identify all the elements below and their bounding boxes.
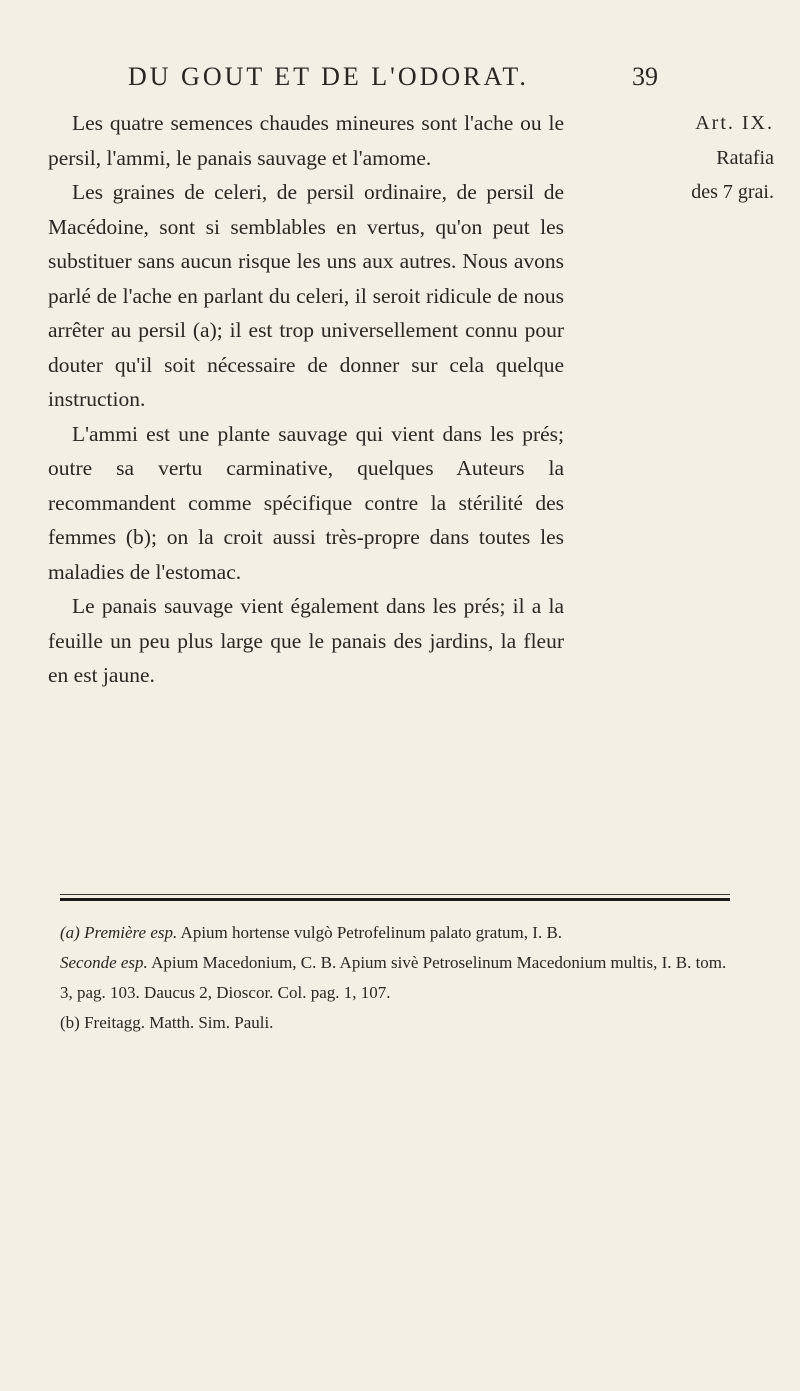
margin-note <box>574 106 774 210</box>
paragraph-panais: Le panais sauvage vient également dans les prés; il a la feuille un peu plus large que le panais des jardins, la fleur en est jaune. <box>48 594 564 687</box>
running-head-title: DU GOUT ET DE L'ODORAT. <box>128 62 529 91</box>
main-text <box>48 106 564 693</box>
footnote-b: (b) Freitagg. Matth. Sim. Pauli. <box>60 1013 274 1032</box>
footnote-a-second-text: Apium Macedonium, C. B. Apium sivè Petroselinum Macedonium multis, I. B. tom. 3, pag. 103. Daucus 2, Dioscor. Col. pag. 1, 107. <box>60 953 727 1002</box>
footnotes <box>60 918 730 1038</box>
footnote-a-text: Apium hortense vulgò Petrofelinum palato gratum, I. B. <box>180 923 563 942</box>
footnote-a-second-label: Seconde esp. <box>60 953 148 972</box>
footnote-a-label: (a) Première esp. <box>60 923 178 942</box>
margin-range: des 7 grai. <box>691 181 774 203</box>
page-number: 39 <box>632 62 658 91</box>
paragraph-ammi: L'ammi est une plante sauvage qui vient dans les prés; outre sa vertu carminative, quelques Auteurs la recommandent comme spécifique contre la stérilité des femmes (b); on la croit aussi très-propre dans toutes les maladies de l'estomac. <box>48 421 564 584</box>
footnote-a-second <box>60 948 730 1008</box>
footnote-divider <box>60 898 730 901</box>
paragraph-graines: Les graines de celeri, de persil ordinaire, de persil de Macédoine, sont si semblables en vertus, qu'on peut les substituer sans aucun risque les uns aux autres. Nous avons parlé de l'ache en parlant du celeri, il seroit ridicule de nous arrêter au persil (a); il est trop universellement connu pour douter qu'il soit nécessaire de donner sur cela quelque instruction. <box>48 180 564 411</box>
margin-article: Art. IX. <box>695 112 774 134</box>
footnote-a <box>60 918 730 948</box>
margin-topic: Ratafia <box>716 146 774 169</box>
paragraph-semences: Les quatre semences chaudes mineures sont l'ache ou le persil, l'ammi, le panais sauvage et l'amome. <box>48 111 564 170</box>
running-head <box>128 62 658 92</box>
